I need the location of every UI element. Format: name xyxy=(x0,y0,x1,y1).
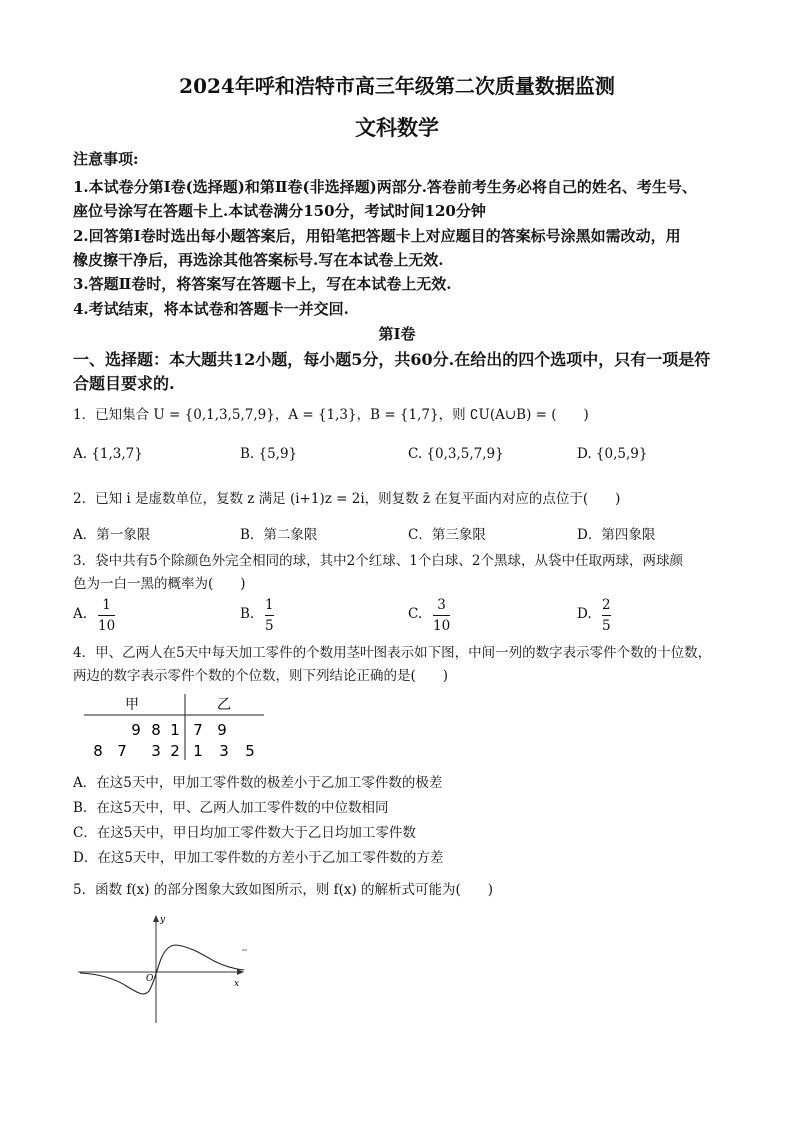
section-title: 第Ⅰ卷 xyxy=(378,325,416,343)
question-1-option-a[interactable]: A. {1,3,7} xyxy=(73,446,143,462)
notice-heading: 注意事项: xyxy=(73,150,139,168)
question-2-option-d[interactable]: D．第四象限 xyxy=(577,527,656,543)
origin-label: O xyxy=(146,974,154,984)
option-letter: D. xyxy=(577,606,592,622)
question-3-stem: 3．袋中共有5个除颜色外完全相同的球，其中2个红球、1个白球、2个黑球，从袋中任取两球，两球颜 xyxy=(73,553,683,569)
stem-and-leaf-plot xyxy=(84,692,264,760)
denominator: 5 xyxy=(602,618,611,634)
leaf-right: 5 xyxy=(245,742,255,760)
leaf-left: 8 xyxy=(93,742,103,760)
notice-line: 2.回答第Ⅰ卷时选出每小题答案后，用铅笔把答题卡上对应题目的答案标号涂黑如需改动，用 xyxy=(73,227,681,245)
question-2-option-c[interactable]: C．第三象限 xyxy=(408,527,486,543)
denominator: 5 xyxy=(265,618,274,634)
question-1-option-b[interactable]: B. {5,9} xyxy=(240,446,298,462)
numerator: 1 xyxy=(265,597,274,613)
question-3-option-c-fraction xyxy=(433,597,450,634)
question-4-stem: 4．甲、乙两人在5天中每天加工零件的个数用茎叶图表示如下图，中间一列的数字表示零件个数的十位数， xyxy=(73,645,712,661)
exam-title: 2024年呼和浩特市高三年级第二次质量数据监测 xyxy=(179,74,615,98)
question-3-option-a[interactable] xyxy=(73,606,87,622)
leaf-left: 9 xyxy=(131,721,141,739)
function-graph xyxy=(76,913,256,1025)
question-4-option-a[interactable]: A．在这5天中，甲加工零件数的极差小于乙加工零件数的极差 xyxy=(73,775,443,791)
question-3-stem-cont: 色为一白一黑的概率为( ) xyxy=(73,576,246,592)
question-2-option-b[interactable]: B．第二象限 xyxy=(240,527,318,543)
question-4-stem-cont: 两边的数字表示零件个数的个位数，则下列结论正确的是( ) xyxy=(73,668,449,684)
numerator: 1 xyxy=(102,597,111,613)
denominator: 10 xyxy=(98,618,116,634)
leaf-left: 3 xyxy=(151,742,161,760)
question-3-option-a-fraction xyxy=(98,597,115,634)
option-letter: C. xyxy=(408,606,423,622)
question-3-option-d[interactable] xyxy=(577,606,592,622)
denominator: 10 xyxy=(433,618,451,634)
y-axis-label: y xyxy=(160,915,166,925)
question-4-option-b[interactable]: B．在这5天中，甲、乙两人加工零件数的中位数相同 xyxy=(73,800,389,816)
leaf-left: 7 xyxy=(117,742,127,760)
question-5-stem: 5．函数 f(x) 的部分图象大致如图所示，则 f(x) 的解析式可能为( ) xyxy=(73,882,494,898)
right-header: 乙 xyxy=(217,697,231,713)
part-heading: 一、选择题：本大题共12小题，每小题5分，共60分.在给出的四个选项中，只有一项是符 xyxy=(73,350,711,369)
left-header: 甲 xyxy=(125,697,139,713)
question-3-option-b-fraction xyxy=(265,597,274,634)
question-1-option-c[interactable]: C. {0,3,5,7,9} xyxy=(408,446,504,462)
x-axis-label: x xyxy=(234,979,240,989)
notice-line: 4.考试结束，将本试卷和答题卡一并交回. xyxy=(73,300,349,318)
leaf-left: 8 xyxy=(151,721,161,739)
part-heading-cont: 合题目要求的. xyxy=(73,374,175,393)
notice-line: 橡皮擦干净后，再选涂其他答案标号.写在本试卷上无效. xyxy=(73,251,444,269)
function-curve xyxy=(80,945,244,994)
numerator: 3 xyxy=(437,597,446,613)
exam-subtitle: 文科数学 xyxy=(355,115,439,140)
question-4-option-d[interactable]: D．在这5天中，甲加工零件数的方差小于乙加工零件数的方差 xyxy=(73,850,444,866)
question-2-stem: 2．已知 i 是虚数单位，复数 z 满足 (i+1)z = 2i，则复数 z̄ 在复平面内对应的点位于( ) xyxy=(73,491,621,507)
notice-line: 3.答题Ⅱ卷时，将答案写在答题卡上，写在本试卷上无效. xyxy=(73,275,452,293)
leaf-right: 9 xyxy=(217,721,227,739)
question-1-stem: 1．已知集合 U = {0,1,3,5,7,9}，A = {1,3}，B = {1,7}，则 ∁U(A∪B) = ( ) xyxy=(73,407,589,423)
leaf-right: 1 xyxy=(193,742,203,760)
question-3-option-d-fraction xyxy=(602,597,611,634)
question-3-option-c[interactable] xyxy=(408,606,422,622)
leaf-right: 7 xyxy=(193,721,203,739)
option-letter: A. xyxy=(73,606,88,622)
option-letter: B. xyxy=(240,606,255,622)
y-axis-arrow xyxy=(153,915,159,922)
question-1-option-d[interactable]: D. {0,5,9} xyxy=(577,446,648,462)
notice-line: 座位号涂写在答题卡上.本试卷满分150分，考试时间120分钟 xyxy=(73,202,486,220)
question-2-option-a[interactable]: A．第一象限 xyxy=(73,527,151,543)
leaf-right: 3 xyxy=(219,742,229,760)
stem-value: 1 xyxy=(170,721,180,739)
stem-value: 2 xyxy=(170,742,180,760)
question-4-option-c[interactable]: C．在这5天中，甲日均加工零件数大于乙日均加工零件数 xyxy=(73,825,416,841)
notice-line: 1.本试卷分第Ⅰ卷(选择题)和第Ⅱ卷(非选择题)两部分.答卷前考生务必将自己的姓名、考生号、 xyxy=(73,178,697,196)
question-3-option-b[interactable] xyxy=(240,606,254,622)
numerator: 2 xyxy=(602,597,611,613)
